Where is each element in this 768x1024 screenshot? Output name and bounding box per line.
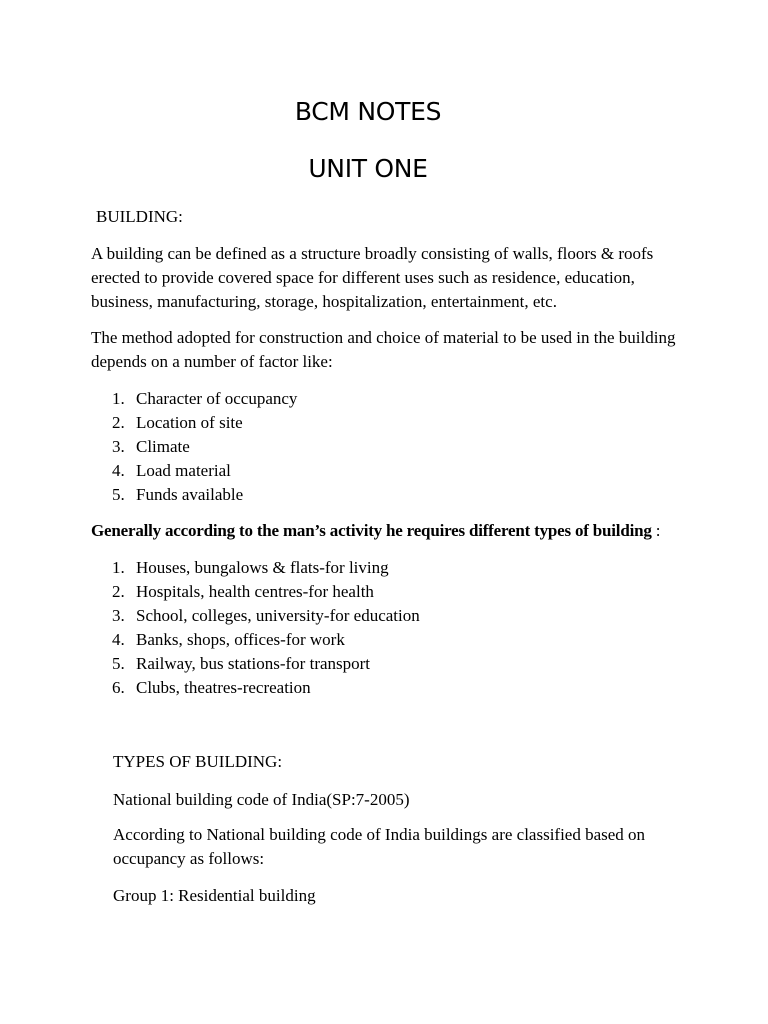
list-number: 3. (112, 606, 125, 625)
list-text: Houses, bungalows & flats-for living (136, 558, 389, 577)
list-item (112, 652, 420, 676)
list-text: Climate (136, 437, 190, 456)
method-paragraph: The method adopted for construction and choice of material to be used in the building depends on a number of factor like: (91, 328, 676, 371)
list-number: 1. (112, 389, 125, 408)
types-of-building-heading: TYPES OF BUILDING: (113, 752, 283, 771)
activity-heading-colon: : (655, 521, 661, 540)
list-number: 6. (112, 678, 125, 697)
list-text: Banks, shops, offices-for work (136, 630, 345, 649)
list-item (112, 411, 297, 435)
list-number: 3. (112, 437, 125, 456)
document-title: BCM NOTES (294, 97, 442, 126)
list-number: 4. (112, 630, 125, 649)
list-item (112, 580, 420, 604)
list-item (112, 556, 420, 580)
group1-line: Group 1: Residential building (113, 886, 316, 905)
list-item (112, 483, 297, 507)
list-number: 4. (112, 461, 125, 480)
definition-paragraph: A building can be defined as a structure broadly consisting of walls, floors & roofs erected to provide covered space for different uses such as residence, education, business, manufacturing, storage, hospitalization, entertainment, etc. (91, 244, 654, 311)
section-label-building: BUILDING: (96, 207, 183, 226)
activity-heading (91, 519, 660, 543)
list-item (112, 435, 297, 459)
list-text: Hospitals, health centres-for health (136, 582, 374, 601)
list-item (112, 604, 420, 628)
activity-heading-text: Generally according to the man’s activity he requires different types of building (91, 521, 652, 540)
list-text: Funds available (136, 485, 244, 504)
document-subtitle: UNIT ONE (308, 154, 428, 183)
building-types-list (112, 556, 420, 700)
list-number: 2. (112, 582, 125, 601)
list-text: Location of site (136, 413, 243, 432)
list-text: Railway, bus stations-for transport (136, 654, 371, 673)
list-item (112, 676, 420, 700)
list-text: Clubs, theatres-recreation (136, 678, 311, 697)
factors-list (112, 387, 297, 507)
list-text: School, colleges, university-for education (136, 606, 420, 625)
list-text: Character of occupancy (136, 389, 298, 408)
list-item (112, 459, 297, 483)
list-item (112, 628, 420, 652)
list-text: Load material (136, 461, 231, 480)
classification-paragraph: According to National building code of India buildings are classified based on occupancy as follows: (113, 825, 646, 868)
list-number: 5. (112, 485, 125, 504)
list-item (112, 387, 297, 411)
nbc-reference-line: National building code of India(SP:7-2005) (113, 790, 410, 809)
list-number: 5. (112, 654, 125, 673)
list-number: 2. (112, 413, 125, 432)
list-number: 1. (112, 558, 125, 577)
